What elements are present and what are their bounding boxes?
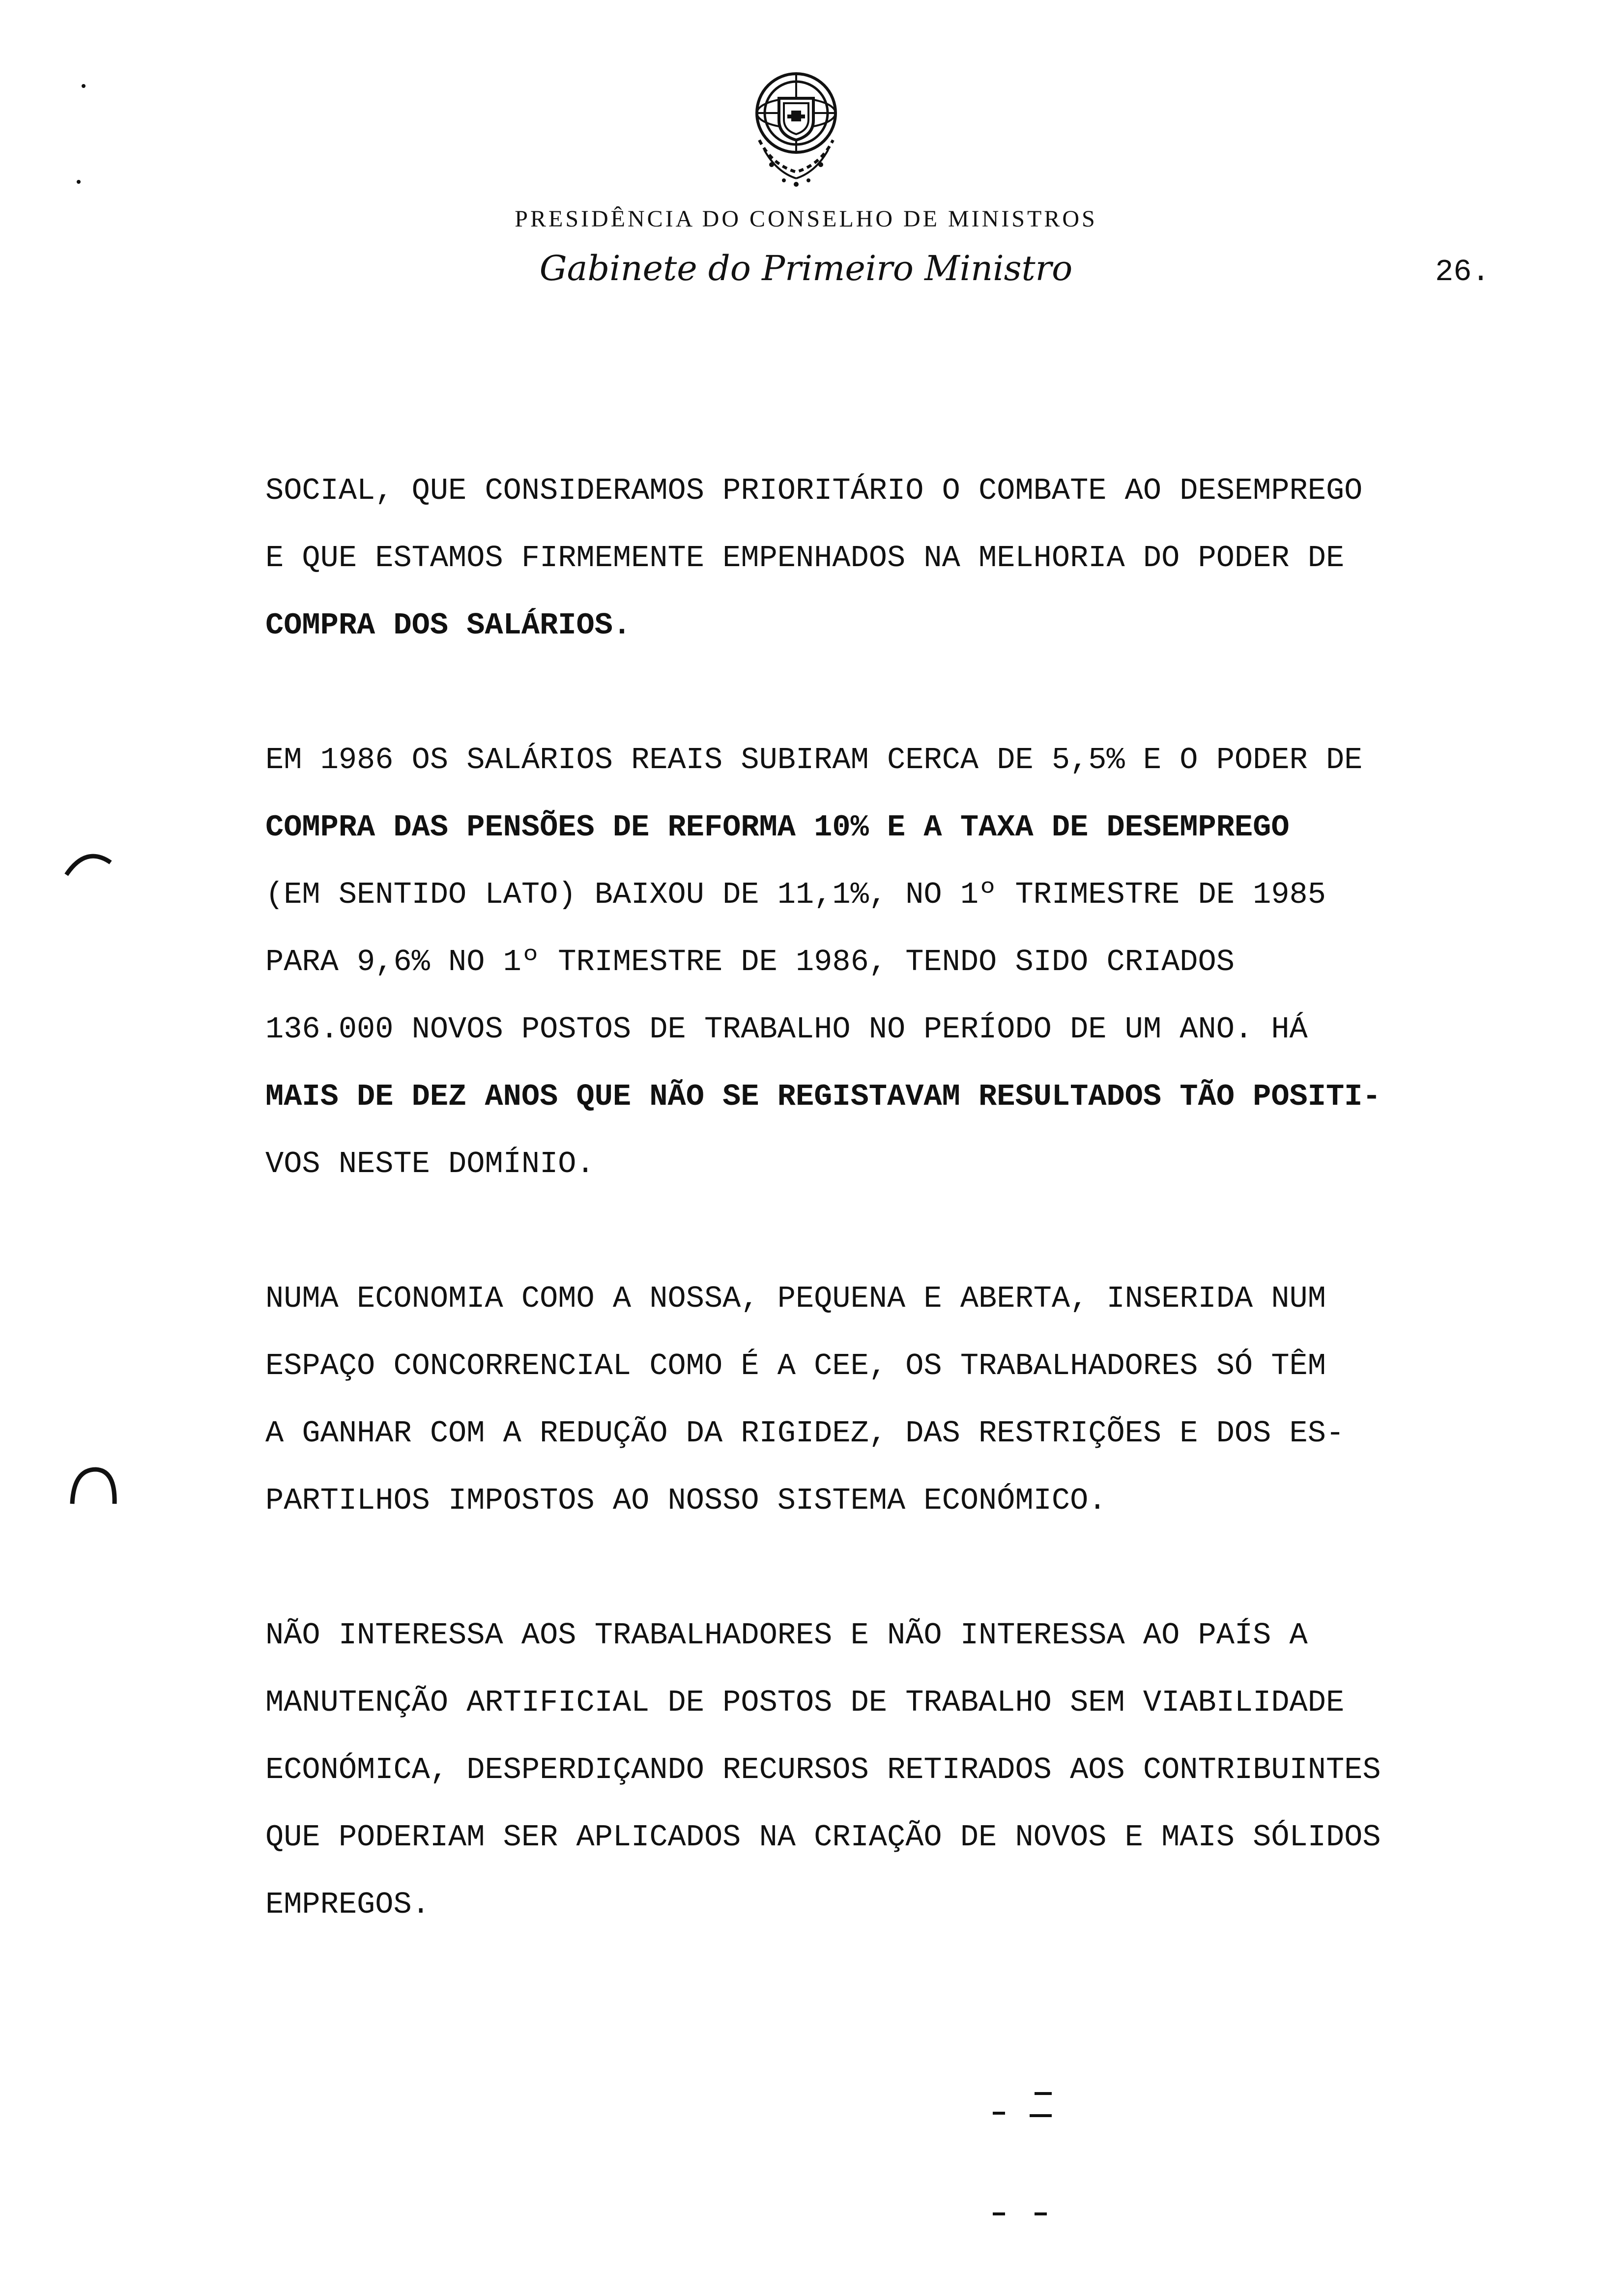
text-line: PARA 9,6% NO 1º TRIMESTRE DE 1986, TENDO SIDO CRIADOS <box>265 945 1235 979</box>
text-line: MAIS DE DEZ ANOS QUE NÃO SE REGISTAVAM RESULTADOS TÃO POSITI- <box>265 1079 1381 1114</box>
scan-dot-left-top <box>79 81 88 91</box>
punch-hole-mark-lower <box>66 1464 120 1509</box>
office-header-subtitle: Gabinete do Primeiro Ministro <box>539 248 1073 288</box>
text-line: NÃO INTERESSA AOS TRABALHADORES E NÃO INTERESSA AO PAÍS A <box>265 1618 1308 1653</box>
text-line: QUE PODERIAM SER APLICADOS NA CRIAÇÃO DE NOVOS E MAIS SÓLIDOS <box>265 1820 1381 1855</box>
text-line: (EM SENTIDO LATO) BAIXOU DE 11,1%, NO 1º TRIMESTRE DE 1985 <box>265 877 1326 912</box>
text-line: ESPAÇO CONCORRENCIAL COMO É A CEE, OS TRABALHADORES SÓ TÊM <box>265 1349 1326 1383</box>
text-line: VOS NESTE DOMÍNIO. <box>265 1147 595 1181</box>
scan-mark-bottom <box>983 2084 1081 2231</box>
paragraph-1 <box>265 457 1494 659</box>
text-line: COMPRA DOS SALÁRIOS. <box>265 608 632 643</box>
punch-hole-mark-upper <box>61 845 115 880</box>
scan-dot-left-second <box>74 177 84 187</box>
text-line: EM 1986 OS SALÁRIOS REAIS SUBIRAM CERCA DE 5,5% E O PODER DE <box>265 743 1363 777</box>
office-header-title: PRESIDÊNCIA DO CONSELHO DE MINISTROS <box>515 206 1097 232</box>
text-line: COMPRA DAS PENSÕES DE REFORMA 10% E A TAXA DE DESEMPREGO <box>265 810 1290 845</box>
text-line: E QUE ESTAMOS FIRMEMENTE EMPENHADOS NA MELHORIA DO PODER DE <box>265 541 1345 575</box>
text-line: PARTILHOS IMPOSTOS AO NOSSO SISTEMA ECONÓMICO. <box>265 1483 1107 1518</box>
coat-of-arms-emblem <box>742 66 850 194</box>
text-line: MANUTENÇÃO ARTIFICIAL DE POSTOS DE TRABALHO SEM VIABILIDADE <box>265 1685 1345 1720</box>
paragraph-3 <box>265 1265 1494 1534</box>
text-line: ECONÓMICA, DESPERDIÇANDO RECURSOS RETIRADOS AOS CONTRIBUINTES <box>265 1752 1381 1787</box>
text-line: SOCIAL, QUE CONSIDERAMOS PRIORITÁRIO O COMBATE AO DESEMPREGO <box>265 473 1363 508</box>
page-number: 26. <box>1435 255 1490 289</box>
paragraph-2 <box>265 726 1494 1198</box>
text-line: 136.000 NOVOS POSTOS DE TRABALHO NO PERÍODO DE UM ANO. HÁ <box>265 1012 1308 1047</box>
text-line: NUMA ECONOMIA COMO A NOSSA, PEQUENA E ABERTA, INSERIDA NUM <box>265 1281 1326 1316</box>
document-body <box>265 457 1494 2006</box>
paragraph-4 <box>265 1602 1494 1938</box>
text-line: A GANHAR COM A REDUÇÃO DA RIGIDEZ, DAS RESTRIÇÕES E DOS ES- <box>265 1416 1345 1451</box>
text-line: EMPREGOS. <box>265 1887 430 1922</box>
